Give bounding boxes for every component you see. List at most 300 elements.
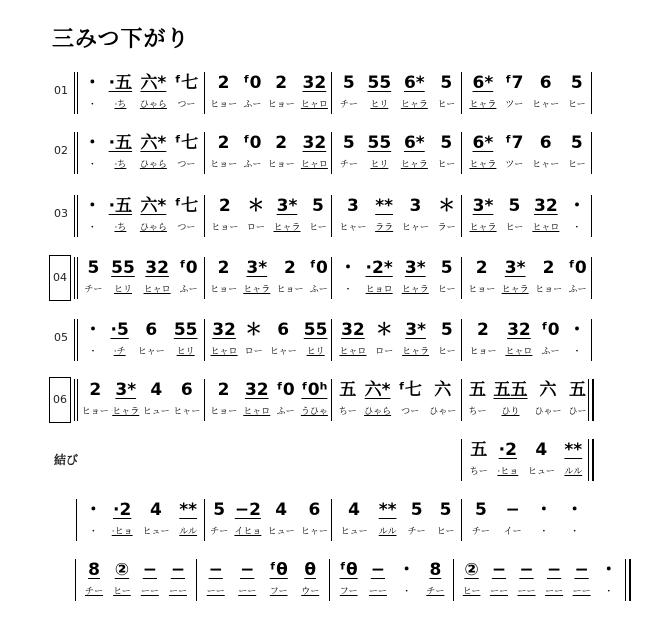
note-symbol: 3*	[472, 196, 494, 216]
note-symbol: ・	[83, 133, 101, 153]
note-syllable: ・	[572, 347, 582, 357]
note-symbol: 4	[535, 440, 548, 460]
note-symbol: ᶠ0	[243, 133, 262, 153]
note	[141, 557, 159, 607]
note	[506, 193, 524, 243]
note-symbol: ᶠ0ʰ	[301, 380, 328, 400]
note-symbol: ・	[339, 258, 357, 278]
note-syllable: チー	[84, 285, 103, 295]
note-symbol: ᶠ0	[568, 258, 587, 278]
note-symbol: 6	[539, 73, 552, 93]
note-syllable: ヒャラ	[469, 223, 497, 233]
note-syllable: ーー	[238, 587, 257, 597]
measure	[465, 193, 590, 243]
note	[243, 70, 261, 120]
note-syllable: ヒー	[309, 223, 327, 233]
note	[234, 497, 261, 547]
bar-line	[461, 195, 462, 237]
note	[340, 255, 357, 305]
note-symbol: −	[491, 560, 507, 580]
note-symbol: 3	[346, 196, 359, 216]
note-symbol: 六*	[140, 196, 167, 216]
note-symbol: **	[378, 500, 397, 520]
note-syllable: ヒャロ	[300, 100, 328, 110]
bar-line	[461, 132, 462, 174]
measure	[207, 377, 331, 427]
note	[175, 193, 198, 243]
note-syllable: ヒャロ	[143, 285, 171, 295]
note-syllable: ・	[604, 587, 614, 597]
note-symbol: −	[240, 560, 255, 580]
note	[276, 377, 294, 427]
bar-line	[331, 319, 332, 361]
note-symbol: ＊	[438, 196, 456, 216]
note-syllable: ·ヒョ	[497, 467, 519, 477]
note-syllable: ヒョー	[81, 407, 109, 417]
note-symbol: **	[564, 440, 583, 460]
bar-line	[77, 72, 78, 114]
bar-line	[204, 132, 205, 174]
measure	[465, 255, 590, 305]
note	[309, 193, 327, 243]
note-syllable: ひー	[568, 407, 587, 417]
note	[340, 130, 358, 180]
note	[469, 70, 496, 120]
note	[82, 377, 109, 427]
note	[84, 193, 101, 243]
score-row-05	[0, 317, 670, 367]
note	[438, 70, 456, 120]
note-syllable: ヒリ	[306, 347, 325, 357]
note	[398, 377, 421, 427]
note	[179, 255, 197, 305]
note	[84, 70, 101, 120]
note-syllable: ルル	[378, 527, 397, 537]
note-symbol: 5	[440, 133, 453, 153]
note-syllable: ふー	[541, 347, 560, 357]
note-syllable: ヒー	[505, 223, 524, 233]
bar-line	[204, 379, 205, 421]
note	[140, 193, 167, 243]
note	[111, 317, 129, 367]
note-symbol: 3*	[504, 258, 526, 278]
note-syllable: ヒャロ	[339, 347, 367, 357]
note	[472, 497, 490, 547]
musubi-label: 結び	[54, 453, 79, 467]
note-symbol: 5	[474, 500, 487, 520]
measure	[335, 193, 460, 243]
note-syllable: ヒー	[436, 527, 455, 537]
note-symbol: 五	[470, 440, 488, 460]
note-syllable: ヒャー	[532, 160, 560, 170]
note-symbol: ＊	[245, 320, 263, 340]
note-symbol: 3*	[404, 258, 426, 278]
note-symbol: 六*	[140, 133, 167, 153]
note-symbol: 5	[570, 133, 583, 153]
note	[340, 70, 358, 120]
note-syllable: フー	[269, 587, 288, 597]
note-syllable: ふー	[309, 285, 328, 295]
bar-line	[331, 195, 332, 237]
note-symbol: 5	[342, 133, 355, 153]
bar-line	[204, 319, 205, 361]
note	[310, 255, 328, 305]
note-syllable: ひゃら	[139, 100, 167, 110]
note-symbol: ・	[84, 500, 102, 520]
row-label: 02	[54, 144, 68, 157]
note-syllable: ヒャー	[137, 347, 165, 357]
note	[179, 497, 197, 547]
bar-line	[77, 195, 78, 237]
note-syllable: ・	[88, 527, 98, 537]
note	[532, 70, 559, 120]
note	[276, 255, 303, 305]
note-syllable: うひゃ	[300, 407, 328, 417]
note	[504, 497, 522, 547]
note	[468, 377, 486, 427]
note	[85, 497, 102, 547]
note-symbol: **	[375, 196, 393, 216]
note-syllable: つー	[177, 100, 196, 110]
note-syllable: ふー	[243, 100, 262, 110]
note	[369, 557, 387, 607]
measure	[334, 557, 450, 607]
note-syllable: ちー	[468, 407, 487, 417]
note-syllable: ヒャロ	[300, 160, 328, 170]
note-syllable: ヒャロ	[243, 407, 271, 417]
note-syllable: ·チ	[113, 347, 126, 357]
bar-line	[77, 132, 78, 174]
note-symbol: 32	[212, 320, 236, 340]
note-syllable: ヒョー	[210, 100, 238, 110]
measure	[335, 130, 460, 180]
note-syllable: チー	[210, 527, 229, 537]
note-symbol: 5	[342, 73, 355, 93]
measure	[207, 317, 331, 367]
note-symbol: 六*	[364, 380, 391, 400]
ending-row-2	[0, 557, 670, 607]
note-syllable: ロー	[246, 223, 265, 233]
note-symbol: 8	[429, 560, 442, 580]
note-syllable: チー	[407, 527, 426, 537]
note-syllable: ヒリ	[370, 100, 389, 110]
note	[247, 193, 265, 243]
note	[109, 130, 132, 180]
note	[341, 497, 368, 547]
score-row-06	[0, 377, 670, 427]
note-syllable: ふー	[179, 285, 198, 295]
note-symbol: 4	[348, 500, 360, 520]
note-symbol: 2	[217, 258, 230, 278]
note-syllable: ヒャラ	[243, 285, 271, 295]
note	[109, 193, 132, 243]
measure	[80, 70, 202, 120]
note-symbol: 5	[440, 258, 453, 278]
note	[210, 377, 237, 427]
note-syllable: ヒー	[437, 100, 456, 110]
note-symbol: 五	[568, 380, 586, 400]
bar-line	[74, 132, 75, 174]
note	[600, 557, 617, 607]
note-syllable: つー	[401, 407, 420, 417]
note	[438, 317, 456, 367]
note-syllable: ヒョー	[267, 160, 295, 170]
score-row-01	[0, 70, 670, 120]
measure	[335, 317, 460, 367]
note	[493, 377, 527, 427]
note	[112, 377, 139, 427]
note-syllable: ふー	[276, 407, 295, 417]
note-syllable: ーー	[140, 587, 159, 597]
measure	[80, 317, 202, 367]
note-syllable: チー	[339, 100, 358, 110]
note-syllable: ヒー	[462, 587, 481, 597]
note-syllable: ヒャー	[339, 223, 367, 233]
note-symbol: ᶠ7	[505, 133, 524, 153]
note-syllable: ・	[87, 223, 97, 233]
note-syllable: ヒャラ	[401, 285, 429, 295]
note-symbol: 6*	[403, 133, 425, 153]
note-syllable: ヒー	[437, 160, 456, 170]
note-syllable: ヒュー	[142, 527, 170, 537]
note-symbol: ·5	[110, 320, 129, 340]
note	[142, 497, 169, 547]
note-symbol: ・	[83, 73, 101, 93]
measure	[207, 130, 331, 180]
score-row-03	[0, 193, 670, 243]
measure	[207, 497, 331, 547]
note-syllable: ・	[402, 587, 412, 597]
note	[339, 193, 366, 243]
note	[211, 193, 238, 243]
note-syllable: ヒョー	[468, 285, 496, 295]
note-syllable: ヒョー	[469, 347, 497, 357]
note-syllable: ふー	[568, 285, 587, 295]
note-syllable: ひゃら	[139, 223, 167, 233]
note	[169, 557, 187, 607]
note	[437, 497, 455, 547]
note-syllable: ヒャラ	[400, 160, 428, 170]
note	[140, 70, 167, 120]
note	[138, 317, 165, 367]
note-symbol: 55	[367, 133, 392, 153]
note-symbol: 3*	[115, 380, 137, 400]
note-symbol: 5	[508, 196, 521, 216]
note-symbol: 6	[145, 320, 158, 340]
note-syllable: ひり	[501, 407, 520, 417]
note-syllable: ・	[343, 285, 353, 295]
note	[375, 317, 393, 367]
note-syllable: ひゃー	[534, 407, 562, 417]
bar-line	[74, 379, 75, 421]
note-symbol: 6	[180, 380, 193, 400]
note	[398, 557, 415, 607]
note-syllable: ひゃら	[139, 160, 167, 170]
note-symbol: ᶠ七	[174, 196, 199, 216]
note	[273, 193, 300, 243]
bar-line	[592, 439, 594, 481]
note-syllable: ヒャラ	[402, 347, 430, 357]
note-symbol: 2	[477, 320, 489, 340]
note-syllable: ヒャラ	[469, 100, 497, 110]
note-symbol: −	[574, 560, 589, 580]
note-syllable: ーー	[168, 587, 187, 597]
note-syllable: ヒャラ	[501, 285, 529, 295]
measure	[335, 497, 460, 547]
row-label: 05	[54, 331, 68, 344]
note-symbol: ・	[535, 500, 553, 520]
note-syllable: チー	[471, 527, 490, 537]
note-syllable: ちー	[469, 467, 488, 477]
bar-line	[329, 559, 330, 601]
page-title: 三みつ下がり	[52, 27, 190, 52]
bar-line	[204, 72, 205, 114]
note	[532, 193, 559, 243]
ending-row-1	[0, 497, 670, 547]
note-syllable: ヒャロ	[505, 347, 533, 357]
note-syllable: ヒー	[437, 285, 456, 295]
note	[438, 193, 456, 243]
note-syllable: ララ	[375, 223, 394, 233]
note-symbol: 4	[275, 500, 288, 520]
note-symbol: 55	[111, 258, 135, 278]
note	[573, 557, 591, 607]
bar-line	[331, 257, 332, 299]
note-syllable: ・	[88, 347, 98, 357]
note	[339, 317, 366, 367]
note	[243, 255, 270, 305]
note-symbol: 五五	[493, 380, 528, 400]
note	[301, 377, 328, 427]
note-syllable: ·ち	[114, 100, 127, 110]
note-symbol: 2	[475, 258, 488, 278]
note	[505, 317, 532, 367]
note-syllable: ヒャロ	[210, 347, 238, 357]
measure	[465, 437, 587, 487]
note	[245, 317, 263, 367]
note	[535, 255, 562, 305]
note-symbol: −	[519, 560, 534, 580]
bar-line	[453, 559, 454, 601]
note	[497, 437, 518, 487]
note-symbol: 5	[440, 320, 453, 340]
note-syllable: ヒュー	[142, 407, 170, 417]
note-symbol: 5	[410, 500, 423, 520]
note-symbol: 2	[218, 196, 231, 216]
note	[301, 557, 319, 607]
note	[210, 255, 237, 305]
note	[379, 497, 397, 547]
measure	[80, 377, 202, 427]
note-syllable: ·ち	[114, 223, 127, 233]
note-syllable: ヒー	[567, 160, 586, 170]
note-symbol: 6	[539, 133, 552, 153]
note-syllable: ーー	[545, 587, 564, 597]
note	[175, 130, 198, 180]
note	[505, 130, 523, 180]
note-syllable: ちー	[338, 407, 357, 417]
bar-line	[461, 499, 462, 541]
note-symbol: 55	[303, 320, 328, 340]
bar-line	[461, 319, 462, 361]
note	[364, 377, 391, 427]
note-syllable: ーー	[517, 587, 536, 597]
note-symbol: ·2	[113, 500, 132, 520]
note-syllable: ヒョー	[210, 160, 238, 170]
note-symbol: 32	[145, 258, 169, 278]
bar-line	[76, 499, 77, 541]
note-syllable: フー	[339, 587, 358, 597]
note-symbol: 六	[434, 380, 452, 400]
note-syllable: ヒャラ	[273, 223, 301, 233]
note	[270, 557, 288, 607]
note	[401, 130, 428, 180]
note	[112, 497, 133, 547]
note-syllable: イヒョ	[234, 527, 262, 537]
note	[541, 317, 559, 367]
note	[438, 130, 456, 180]
row-label: 06	[49, 377, 71, 423]
note-symbol: 五	[468, 380, 486, 400]
measure	[80, 193, 202, 243]
bar-line	[204, 499, 205, 541]
note-syllable: ーー	[489, 587, 508, 597]
note-syllable: ヒー	[567, 100, 586, 110]
bar-line	[204, 195, 205, 237]
note-symbol: ·五	[108, 196, 133, 216]
note-syllable: ヒャー	[269, 347, 297, 357]
note-symbol: 3*	[246, 258, 268, 278]
note-syllable: ·ヒョ	[111, 527, 133, 537]
note-syllable: ひゃら	[364, 407, 392, 417]
measure	[80, 497, 202, 547]
note	[268, 70, 295, 120]
bar-line	[331, 72, 332, 114]
bar-line	[588, 439, 589, 481]
note-symbol: 5	[87, 258, 100, 278]
note	[140, 130, 167, 180]
note	[210, 130, 237, 180]
note	[375, 193, 393, 243]
bar-line	[592, 379, 594, 421]
note-syllable: ・	[87, 100, 97, 110]
note-symbol: −2	[234, 500, 261, 520]
note-symbol: 2	[284, 258, 296, 278]
bar-line	[331, 379, 332, 421]
note-symbol: 55	[367, 73, 392, 93]
note-symbol: **	[179, 500, 198, 520]
note	[270, 317, 297, 367]
measure	[80, 130, 202, 180]
bar-line	[591, 195, 592, 237]
bar-line	[77, 257, 78, 299]
note	[468, 255, 495, 305]
note	[243, 130, 261, 180]
note-symbol: −	[370, 560, 386, 580]
note-symbol: ᶠ7	[505, 73, 524, 93]
note	[84, 255, 102, 305]
note	[85, 557, 103, 607]
note	[238, 557, 256, 607]
bar-line	[461, 72, 462, 114]
note-symbol: 2	[542, 258, 555, 278]
note-symbol: 2	[217, 73, 230, 93]
note-syllable: ・	[572, 223, 582, 233]
note-symbol: 6	[308, 500, 321, 520]
note-syllable: ヒャラ	[400, 100, 428, 110]
note-syllable: ·ち	[114, 160, 127, 170]
measure	[200, 557, 326, 607]
